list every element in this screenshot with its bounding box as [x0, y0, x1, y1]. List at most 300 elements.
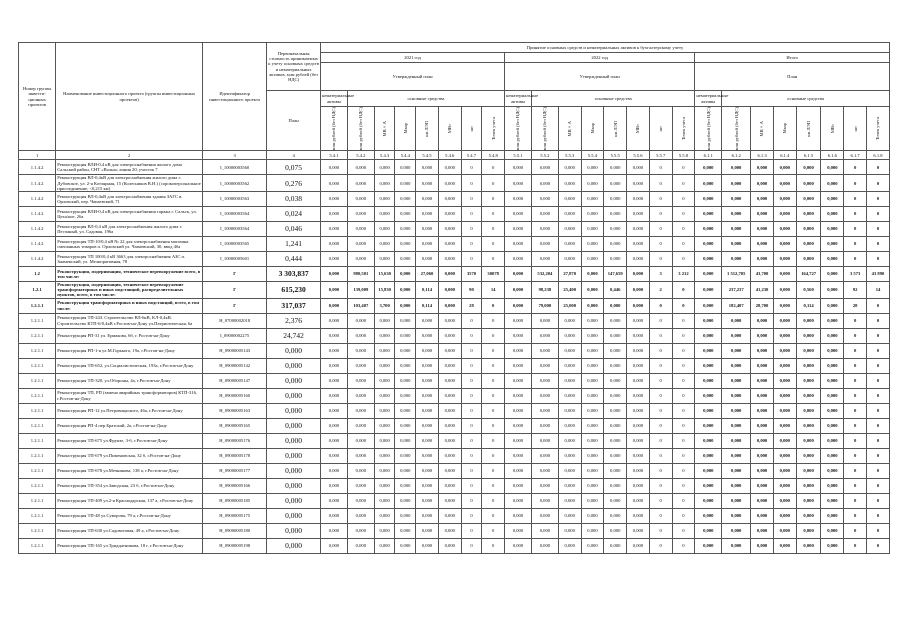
row-value: 0,000 [796, 523, 821, 538]
row-value: 0,000 [751, 418, 774, 433]
row-value: 0,000 [773, 175, 796, 192]
row-value: 0,000 [347, 191, 374, 206]
hdr-unit-label: млн рублей (без НДС) [358, 107, 364, 151]
row-value: 0,000 [347, 175, 374, 192]
row-value: 0,000 [347, 403, 374, 418]
row-value: 0 [672, 236, 695, 251]
row-number: 1.1.4.2 [19, 206, 56, 221]
row-value: 0,000 [395, 538, 416, 553]
row-value: 0,000 [531, 508, 558, 523]
table-row [19, 523, 890, 538]
row-value: 0,000 [751, 493, 774, 508]
row-value: 0,000 [722, 403, 751, 418]
row-value: 0,000 [558, 418, 581, 433]
row-value: 0,000 [722, 358, 751, 373]
row-plan-value: 3 303,837 [267, 266, 321, 281]
row-value: 0,000 [505, 266, 532, 281]
row-value: 0 [866, 328, 889, 343]
row-value: 0,000 [581, 388, 604, 403]
hdr-unit-cell [866, 107, 889, 151]
row-value: 0,000 [531, 463, 558, 478]
row-value: 0 [672, 523, 695, 538]
table-row [19, 463, 890, 478]
hdr-unit-cell [321, 107, 348, 151]
investment-table [18, 42, 890, 554]
row-value: 0,000 [773, 463, 796, 478]
row-value: 0,000 [531, 493, 558, 508]
row-value: 0,000 [695, 373, 722, 388]
row-value: 0,000 [773, 403, 796, 418]
row-value: 0 [672, 221, 695, 236]
table-row [19, 251, 890, 266]
row-value: 0,000 [627, 251, 650, 266]
row-number: 1.2.1.1 [19, 388, 56, 403]
row-value: 0,000 [627, 538, 650, 553]
hdr-plan: План [267, 91, 321, 151]
row-number: 1.2.1.1 [19, 418, 56, 433]
row-value: 0 [866, 418, 889, 433]
row-value: 0 [844, 433, 867, 448]
row-value: 0 [649, 191, 672, 206]
row-project-name: Реконструкция ВЛ-0,4 кВ для электроснабжения жилого дома г. Песчаный, ул. Садовая, 196а [56, 221, 203, 236]
table-row [19, 373, 890, 388]
column-number: 2 [56, 151, 203, 160]
table-row [19, 298, 890, 313]
row-value: 0,000 [821, 508, 844, 523]
row-value: 41,230 [751, 281, 774, 298]
row-value: 0,000 [347, 160, 374, 175]
row-value: 27,870 [558, 266, 581, 281]
column-number: 6.1.2 [722, 151, 751, 160]
row-value: 0,000 [416, 373, 439, 388]
row-project-id: H_07000002018 [203, 313, 267, 328]
row-value: 0,000 [531, 433, 558, 448]
row-value: 0,000 [627, 206, 650, 221]
row-value: 0,000 [531, 328, 558, 343]
row-value: 0,000 [821, 403, 844, 418]
row-value: 0,000 [347, 463, 374, 478]
row-value: 0,000 [821, 478, 844, 493]
row-value: 28 [461, 298, 482, 313]
row-plan-value: 0,000 [267, 373, 321, 388]
row-value: 0,000 [374, 448, 395, 463]
row-value: 0,000 [821, 236, 844, 251]
row-value: 0,000 [604, 175, 627, 192]
row-value: 0 [672, 508, 695, 523]
row-value: 0,000 [505, 463, 532, 478]
row-value: 0 [649, 523, 672, 538]
row-value: 0 [866, 358, 889, 373]
row-value: 0,000 [581, 493, 604, 508]
row-value: 0 [482, 313, 505, 328]
row-value: 0,000 [416, 508, 439, 523]
row-plan-value: 0,024 [267, 206, 321, 221]
row-value: 0,000 [438, 328, 461, 343]
hdr-unit-label: млн рублей (без НДС) [331, 107, 337, 151]
row-value: 0,000 [581, 221, 604, 236]
table-header [19, 43, 890, 160]
row-value: 0,000 [558, 251, 581, 266]
hdr-project-name: Наименование инвестиционного проекта (группы инвестиционных проектов) [56, 43, 203, 151]
row-value: 0,000 [751, 313, 774, 328]
row-value: 0 [461, 160, 482, 175]
row-value: 0 [482, 328, 505, 343]
hdr-unit-cell [416, 107, 439, 151]
row-value: 147,659 [604, 266, 627, 281]
column-number: 6.1.6 [821, 151, 844, 160]
row-value: 0,000 [773, 343, 796, 358]
row-value: 0,000 [416, 403, 439, 418]
row-value: 0,000 [604, 508, 627, 523]
row-value: 0 [844, 221, 867, 236]
row-value: 237,237 [722, 281, 751, 298]
row-value: 0,000 [821, 266, 844, 281]
row-value: 28 [844, 298, 867, 313]
column-number: 5.5.5 [604, 151, 627, 160]
row-value: 0,000 [722, 523, 751, 538]
column-number: 5.4.7 [461, 151, 482, 160]
row-value: 30078 [482, 266, 505, 281]
row-project-id: H_09000005175 [203, 508, 267, 523]
row-value: 0,000 [796, 343, 821, 358]
row-value: 0,000 [321, 298, 348, 313]
row-value: 0,000 [531, 343, 558, 358]
row-project-id: H_09000005180 [203, 523, 267, 538]
row-value: 0,000 [395, 388, 416, 403]
row-value: 0,000 [438, 358, 461, 373]
row-value: 0 [844, 478, 867, 493]
row-value: 0 [461, 448, 482, 463]
row-value: 0,000 [438, 313, 461, 328]
row-value: 0,000 [438, 221, 461, 236]
row-value: 0,000 [627, 343, 650, 358]
row-value: 0,000 [395, 266, 416, 281]
row-value: 0,000 [821, 175, 844, 192]
row-value: 0 [482, 493, 505, 508]
hdr-year-2021: 2021 год [321, 53, 505, 63]
column-number: 6.1.3 [751, 151, 774, 160]
row-value: 0,000 [821, 221, 844, 236]
row-plan-value: 24,742 [267, 328, 321, 343]
row-value: 0,000 [558, 191, 581, 206]
row-value: 0 [866, 373, 889, 388]
hdr-unit-cell [821, 107, 844, 151]
row-value: 0,000 [395, 508, 416, 523]
hdr-unit-label: млн рублей (без НДС) [733, 107, 739, 151]
row-value: 0,000 [722, 191, 751, 206]
row-value: 43,700 [751, 266, 774, 281]
row-project-id: I_10000003562 [203, 175, 267, 192]
row-value: 0,000 [558, 328, 581, 343]
row-plan-value: 0,276 [267, 175, 321, 192]
row-value: 0,000 [604, 523, 627, 538]
row-value: 0,000 [581, 313, 604, 328]
row-value: 0,000 [321, 538, 348, 553]
row-value: 0 [672, 175, 695, 192]
row-value: 0,000 [722, 236, 751, 251]
row-plan-value: 0,075 [267, 160, 321, 175]
row-value: 90 [461, 281, 482, 298]
row-value: 0,000 [505, 175, 532, 192]
row-value: 0,000 [627, 463, 650, 478]
row-value: 0,000 [695, 448, 722, 463]
row-value: 0,000 [773, 206, 796, 221]
row-value: 0,000 [438, 175, 461, 192]
row-value: 0,000 [627, 266, 650, 281]
row-value: 0,114 [796, 298, 821, 313]
table-row [19, 403, 890, 418]
hdr-unit-label: МВт [447, 124, 453, 134]
row-value: 0,000 [438, 388, 461, 403]
row-value: 0,000 [531, 358, 558, 373]
row-value: 0,000 [751, 206, 774, 221]
row-value: 0 [866, 175, 889, 192]
row-value: 0,000 [604, 343, 627, 358]
hdr-unit-label: МВ×А [567, 120, 573, 137]
row-value: 0 [461, 175, 482, 192]
row-value: 0,000 [531, 478, 558, 493]
row-value: 0,000 [531, 403, 558, 418]
hdr-unit-cell [482, 107, 505, 151]
row-number: 1.2.1.1 [19, 478, 56, 493]
row-value: 0,000 [722, 538, 751, 553]
row-value: 25,400 [558, 281, 581, 298]
row-value: 0 [649, 448, 672, 463]
row-project-id: H_09000005143 [203, 343, 267, 358]
row-value: 0,000 [347, 418, 374, 433]
row-value: 0,000 [438, 478, 461, 493]
row-value: 0,000 [558, 388, 581, 403]
row-plan-value: 0,038 [267, 191, 321, 206]
row-value: 0,000 [416, 433, 439, 448]
row-project-name: Реконструкция ВЛ-0,4кВ для электроснабжения жилого дома г. Дубовское, ул. 2-я Котлярная, 15 (Колесников В.Н.) (сорокоперсональное присоединение, <0,215 км) [57, 175, 201, 191]
row-value: 0,000 [821, 358, 844, 373]
row-value: 0,000 [604, 388, 627, 403]
row-value: 0,000 [796, 313, 821, 328]
row-value: 0 [672, 343, 695, 358]
hdr-approved-2021: Утвержденный план [321, 63, 505, 91]
table-row [19, 175, 890, 192]
row-value: 0,000 [581, 266, 604, 281]
row-value: 0,000 [695, 358, 722, 373]
row-value: 0,000 [627, 523, 650, 538]
row-value: 0 [649, 358, 672, 373]
row-value: 0,000 [438, 418, 461, 433]
row-value: 0,000 [751, 538, 774, 553]
row-value: 0,000 [821, 418, 844, 433]
row-value: 0 [461, 538, 482, 553]
row-value: 0,000 [604, 298, 627, 313]
row-value: 0,000 [695, 523, 722, 538]
row-number: 1.2.1.1 [19, 328, 56, 343]
row-value: 0 [482, 523, 505, 538]
row-value: 0,000 [505, 478, 532, 493]
row-value: 0,000 [438, 508, 461, 523]
row-number: 1.1.4.2 [19, 236, 56, 251]
row-value: 0 [866, 236, 889, 251]
row-value: 0,000 [347, 493, 374, 508]
row-value: 0,000 [751, 463, 774, 478]
hdr-unit-cell [438, 107, 461, 151]
row-value: 0 [844, 388, 867, 403]
row-value: 0,000 [374, 418, 395, 433]
row-value: 0 [482, 160, 505, 175]
row-value: 0,000 [347, 523, 374, 538]
row-value: 0,000 [695, 236, 722, 251]
row-value: 0,000 [821, 206, 844, 221]
row-value: 0 [672, 433, 695, 448]
row-value: 0,000 [751, 191, 774, 206]
row-value: 0,000 [751, 433, 774, 448]
row-value: 0,000 [416, 191, 439, 206]
row-project-name: Реконструкция РП-12 ул.Петровицкского, 46а, г.Ростов-на-Дону [56, 403, 203, 418]
row-value: 0,000 [438, 373, 461, 388]
row-value: 0,000 [395, 191, 416, 206]
row-value: 0,000 [321, 523, 348, 538]
row-value: 0,000 [347, 433, 374, 448]
row-project-name: Реконструкция ТП-243. Строительство ВЛ-6кВ, КЛ-0,4кВ. Строительство КТП-6/0,4кВ г.Ростов-на-Дону ул.Патриотическая, 6а [56, 313, 203, 328]
row-value: 0,000 [773, 236, 796, 251]
row-value: 0,000 [347, 508, 374, 523]
row-value: 0 [461, 251, 482, 266]
row-plan-value: 0,000 [267, 343, 321, 358]
hdr-unit-cell [374, 107, 395, 151]
row-value: 0,000 [751, 373, 774, 388]
row-value: 0,000 [695, 478, 722, 493]
row-number: 1.1.4.2 [19, 221, 56, 236]
row-value: 164,727 [796, 266, 821, 281]
hdr-unit-label: млн рублей (без НДС) [705, 107, 711, 151]
row-value: 0,000 [751, 388, 774, 403]
row-value: 0,000 [395, 221, 416, 236]
row-value: 0,000 [695, 191, 722, 206]
row-value: 0,000 [321, 175, 348, 192]
row-value: 3 212 [672, 266, 695, 281]
row-value: 0,000 [505, 221, 532, 236]
row-value: 0,000 [505, 206, 532, 221]
row-value: 0,114 [416, 298, 439, 313]
row-value: 0,000 [695, 343, 722, 358]
row-value: 0 [672, 493, 695, 508]
row-project-name: Реконструкция ТП-165 ул.Тридцатникова, 18 г, г.Ростов-на-Дону [56, 538, 203, 553]
row-value: 0 [866, 221, 889, 236]
row-project-name: Реконструкция ТП-409 ул.2-я Краснодарская, 137 а, г.Ростов-на-Дону [56, 493, 203, 508]
row-project-name: Реконструкция ТП-354 ул.Заводская, 23 б, г.Ростов-на-Дону [56, 478, 203, 493]
row-value: 0 [844, 523, 867, 538]
row-value: 0,000 [796, 448, 821, 463]
row-value: 0,000 [531, 313, 558, 328]
row-value: 0,000 [821, 281, 844, 298]
row-value: 0,000 [321, 373, 348, 388]
row-number: 1.2.1.1 [19, 358, 56, 373]
row-value: 0,000 [395, 206, 416, 221]
row-value: 0 [672, 478, 695, 493]
row-number: 1.2.1.1 [19, 373, 56, 388]
row-value: 0 [866, 478, 889, 493]
row-value: 0,000 [505, 373, 532, 388]
row-plan-value: 0,000 [267, 448, 321, 463]
row-value: 0 [866, 463, 889, 478]
row-value: 0 [844, 508, 867, 523]
column-number: 5.4.5 [416, 151, 439, 160]
row-value: 0 [482, 433, 505, 448]
row-value: 1 512,705 [722, 266, 751, 281]
row-value: 0,000 [321, 418, 348, 433]
row-value: 0 [672, 160, 695, 175]
column-number: 6.1.7 [844, 151, 867, 160]
table-row [19, 508, 890, 523]
row-value: 0,000 [581, 298, 604, 313]
row-value: 0,000 [796, 433, 821, 448]
row-value: 0,000 [821, 313, 844, 328]
column-number: 3 [203, 151, 267, 160]
row-value: 0,000 [604, 236, 627, 251]
row-value: 0,000 [505, 403, 532, 418]
row-value: 0,000 [695, 463, 722, 478]
row-value: 0,000 [722, 463, 751, 478]
row-value: 0,000 [416, 388, 439, 403]
row-value: 0,000 [796, 463, 821, 478]
row-value: 0,000 [773, 448, 796, 463]
row-value: 0,000 [695, 160, 722, 175]
row-value: 0,000 [438, 251, 461, 266]
row-value: 0,000 [604, 463, 627, 478]
row-value: 0,000 [531, 373, 558, 388]
row-value: 0,000 [695, 175, 722, 192]
row-project-id: H_09000005185 [203, 493, 267, 508]
row-value: 0 [461, 206, 482, 221]
row-project-name: Реконструкция РП-1-я ул.М.Горького, 19а, г.Ростов-на-Дону [56, 343, 203, 358]
row-value: 0,000 [558, 206, 581, 221]
row-value: 0,000 [505, 281, 532, 298]
row-value: 0,000 [395, 403, 416, 418]
row-plan-value: 0,000 [267, 418, 321, 433]
row-value: 0 [482, 373, 505, 388]
row-value: 0,000 [773, 160, 796, 175]
row-value: 0,000 [581, 328, 604, 343]
row-value: 0,000 [416, 358, 439, 373]
row-value: 0,000 [438, 523, 461, 538]
row-value: 0,000 [722, 343, 751, 358]
hdr-unit-cell [627, 107, 650, 151]
row-value: 0,000 [796, 175, 821, 192]
row-value: 14 [866, 281, 889, 298]
row-value: 0,000 [581, 538, 604, 553]
hdr-unit-cell [796, 107, 821, 151]
row-value: 0,000 [773, 328, 796, 343]
row-value: 0 [866, 508, 889, 523]
row-value: 0 [461, 328, 482, 343]
row-value: 0,000 [438, 298, 461, 313]
row-value: 0,000 [821, 373, 844, 388]
column-number: 6.1.8 [866, 151, 889, 160]
row-project-id: H_09000005178 [203, 448, 267, 463]
row-value: 0,000 [558, 175, 581, 192]
table-row [19, 358, 890, 373]
hdr-plan-total: План [695, 63, 890, 91]
row-value: 0,000 [374, 358, 395, 373]
row-value: 0,000 [604, 328, 627, 343]
row-value: 3 573 [844, 266, 867, 281]
row-value: 0 [461, 418, 482, 433]
table-row [19, 221, 890, 236]
row-value: 0,000 [321, 388, 348, 403]
row-project-id: H_09000005166 [203, 478, 267, 493]
column-number: 5.4.6 [438, 151, 461, 160]
row-value: 0,000 [695, 403, 722, 418]
row-plan-value: 0,000 [267, 478, 321, 493]
column-number: 6.1.4 [773, 151, 796, 160]
